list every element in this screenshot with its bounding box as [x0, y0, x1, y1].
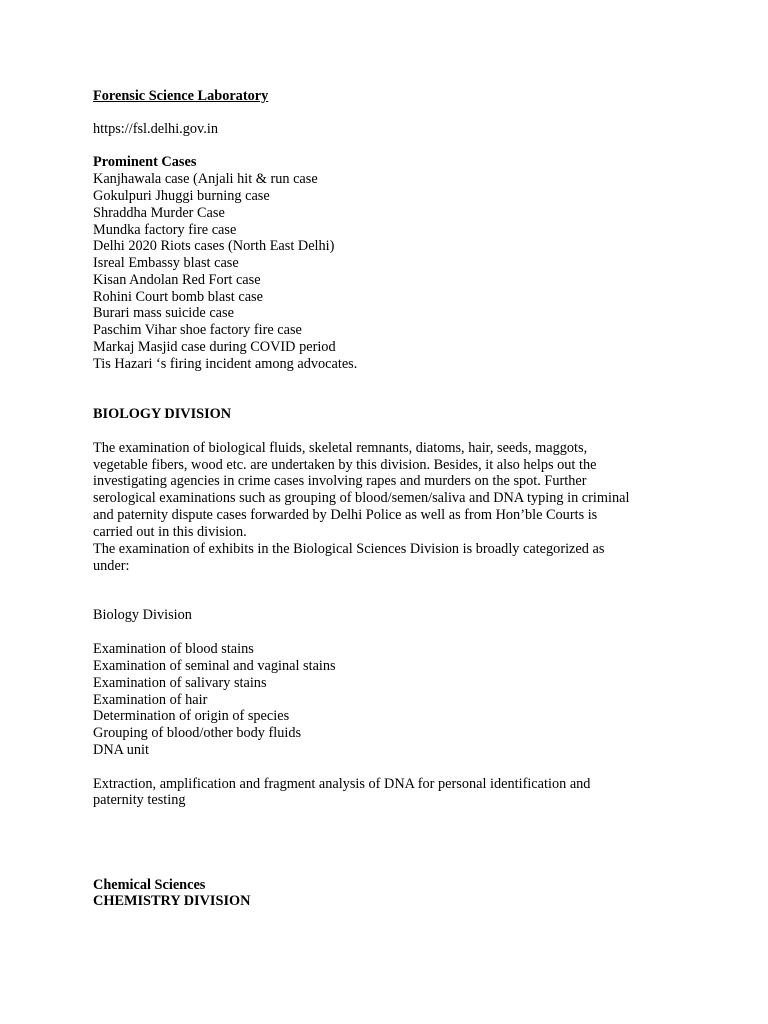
biology-heading: BIOLOGY DIVISION: [93, 406, 232, 422]
chemical-sciences-heading: Chemical Sciences: [93, 877, 206, 893]
biology-paragraph-line: carried out in this division.: [93, 524, 247, 540]
dna-description-line: paternity testing: [93, 792, 186, 808]
biology-item: Grouping of blood/other body fluids: [93, 725, 302, 741]
biology-item: Examination of hair: [93, 692, 208, 708]
biology-paragraph-line: The examination of exhibits in the Biological Sciences Division is broadly categorized as: [93, 541, 605, 557]
case-item: Rohini Court bomb blast case: [93, 289, 263, 305]
biology-paragraph-line: vegetable fibers, wood etc. are undertaken by this division. Besides, it also helps out the: [93, 457, 597, 473]
biology-item: Examination of seminal and vaginal stains: [93, 658, 336, 674]
case-item: Paschim Vihar shoe factory fire case: [93, 322, 302, 338]
case-item: Kanjhawala case (Anjali hit & run case: [93, 171, 318, 187]
case-item: Tis Hazari ‘s firing incident among advocates.: [93, 356, 358, 372]
biology-item: Determination of origin of species: [93, 708, 290, 724]
biology-item: Examination of blood stains: [93, 641, 254, 657]
biology-item: DNA unit: [93, 742, 150, 758]
dna-description-line: Extraction, amplification and fragment analysis of DNA for personal identification and: [93, 776, 591, 792]
case-item: Delhi 2020 Riots cases (North East Delhi): [93, 238, 335, 254]
case-item: Gokulpuri Jhuggi burning case: [93, 188, 270, 204]
chemistry-division-heading: CHEMISTRY DIVISION: [93, 893, 251, 909]
biology-paragraph-line: serological examinations such as grouping of blood/semen/saliva and DNA typing in criminal: [93, 490, 630, 506]
case-item: Isreal Embassy blast case: [93, 255, 239, 271]
case-item: Burari mass suicide case: [93, 305, 234, 321]
case-item: Kisan Andolan Red Fort case: [93, 272, 261, 288]
biology-item: Examination of salivary stains: [93, 675, 267, 691]
biology-paragraph-line: under:: [93, 558, 130, 574]
biology-subheading: Biology Division: [93, 607, 192, 623]
case-item: Shraddha Murder Case: [93, 205, 225, 221]
biology-paragraph-line: The examination of biological fluids, skeletal remnants, diatoms, hair, seeds, maggots,: [93, 440, 588, 456]
biology-paragraph-line: investigating agencies in crime cases involving rapes and murders on the spot. Further: [93, 473, 587, 489]
case-item: Markaj Masjid case during COVID period: [93, 339, 336, 355]
prominent-cases-heading: Prominent Cases: [93, 154, 197, 170]
case-item: Mundka factory fire case: [93, 222, 237, 238]
document-url: https://fsl.delhi.gov.in: [93, 121, 218, 137]
biology-paragraph-line: and paternity dispute cases forwarded by Delhi Police as well as from Hon’ble Courts is: [93, 507, 598, 523]
document-title: Forensic Science Laboratory: [93, 88, 269, 104]
